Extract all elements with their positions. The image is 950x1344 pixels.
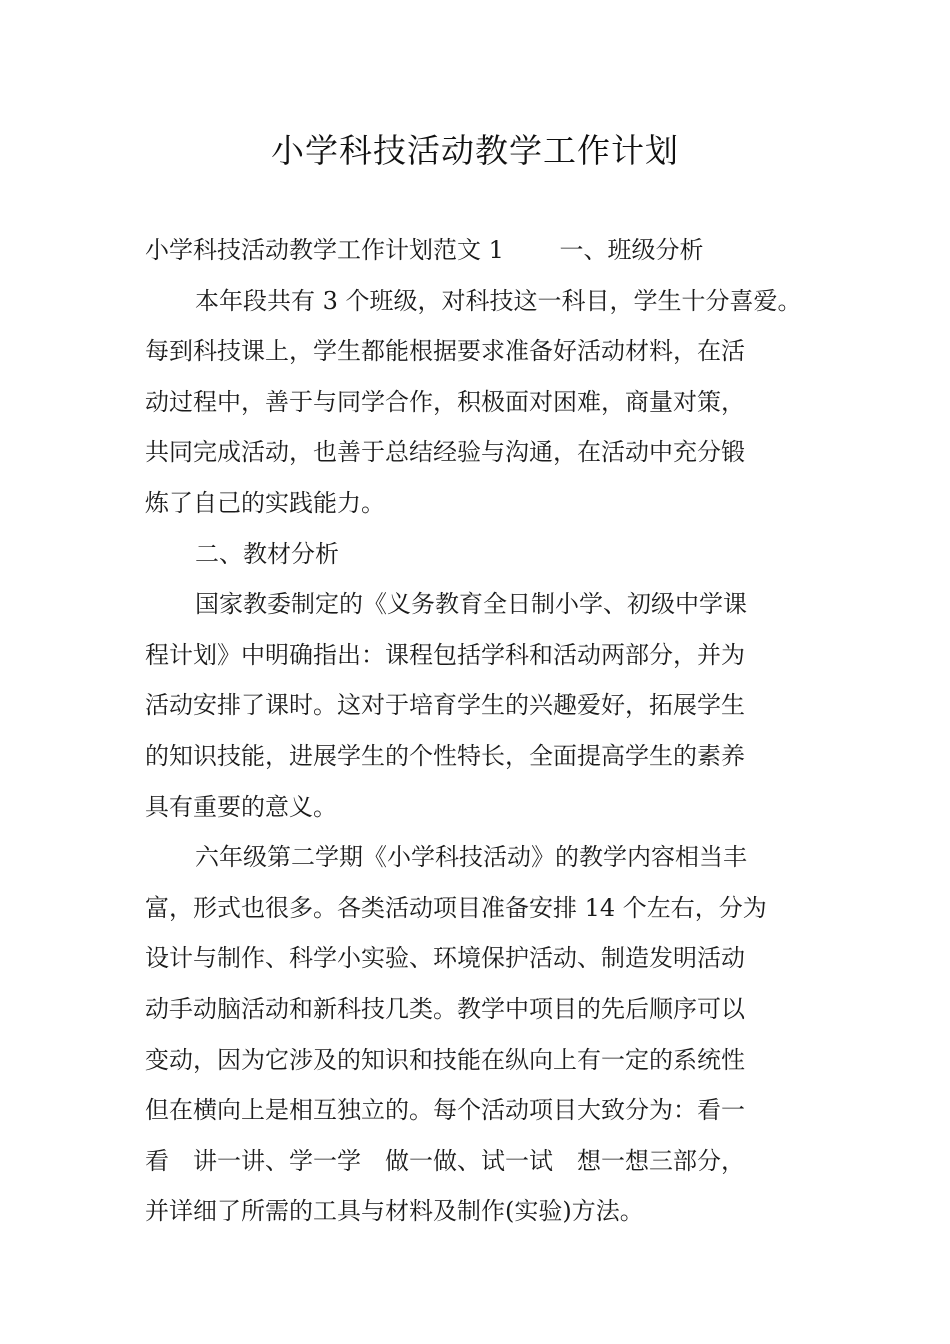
text-line: 二、教材分析 <box>195 539 339 568</box>
text-line: 设计与制作、科学小实验、环境保护活动、制造发明活动 <box>145 944 745 973</box>
text-line: 每到科技课上，学生都能根据要求准备好活动材料，在活 <box>145 337 745 366</box>
document-body <box>145 225 815 1237</box>
text-line: 具有重要的意义。 <box>145 792 337 821</box>
document-title: 小学科技活动教学工作计划 <box>271 131 679 170</box>
text-line: 变动，因为它涉及的知识和技能在纵向上有一定的系统性 <box>145 1045 745 1074</box>
text-line: 看 讲一讲、学一学 做一做、试一试 想一想三部分， <box>145 1146 745 1175</box>
text-line: 共同完成活动，也善于总结经验与沟通，在活动中充分锻 <box>145 438 745 467</box>
text-line: 小学科技活动教学工作计划范文 1 一、班级分析 <box>145 236 704 264</box>
text-line: 的知识技能，进展学生的个性特长，全面提高学生的素养 <box>145 741 745 770</box>
text-line: 活动安排了课时。这对于培育学生的兴趣爱好，拓展学生 <box>145 691 745 720</box>
text-line: 程计划》中明确指出：课程包括学科和活动两部分，并为 <box>145 640 745 669</box>
text-line: 富，形式也很多。各类活动项目准备安排 14 个左右，分为 <box>145 893 767 922</box>
text-line: 并详细了所需的工具与材料及制作(实验)方法。 <box>145 1197 644 1226</box>
text-line: 国家教委制定的《义务教育全日制小学、初级中学课 <box>195 590 747 619</box>
text-line: 炼了自己的实践能力。 <box>145 488 385 517</box>
text-line: 动过程中，善于与同学合作，积极面对困难，商量对策， <box>145 387 745 416</box>
text-line: 但在横向上是相互独立的。每个活动项目大致分为：看一 <box>145 1096 745 1125</box>
text-line: 本年段共有 3 个班级，对科技这一科目，学生十分喜爱。 <box>195 286 802 315</box>
text-line: 六年级第二学期《小学科技活动》的教学内容相当丰 <box>195 843 747 872</box>
text-line: 动手动脑活动和新科技几类。教学中项目的先后顺序可以 <box>145 994 745 1023</box>
